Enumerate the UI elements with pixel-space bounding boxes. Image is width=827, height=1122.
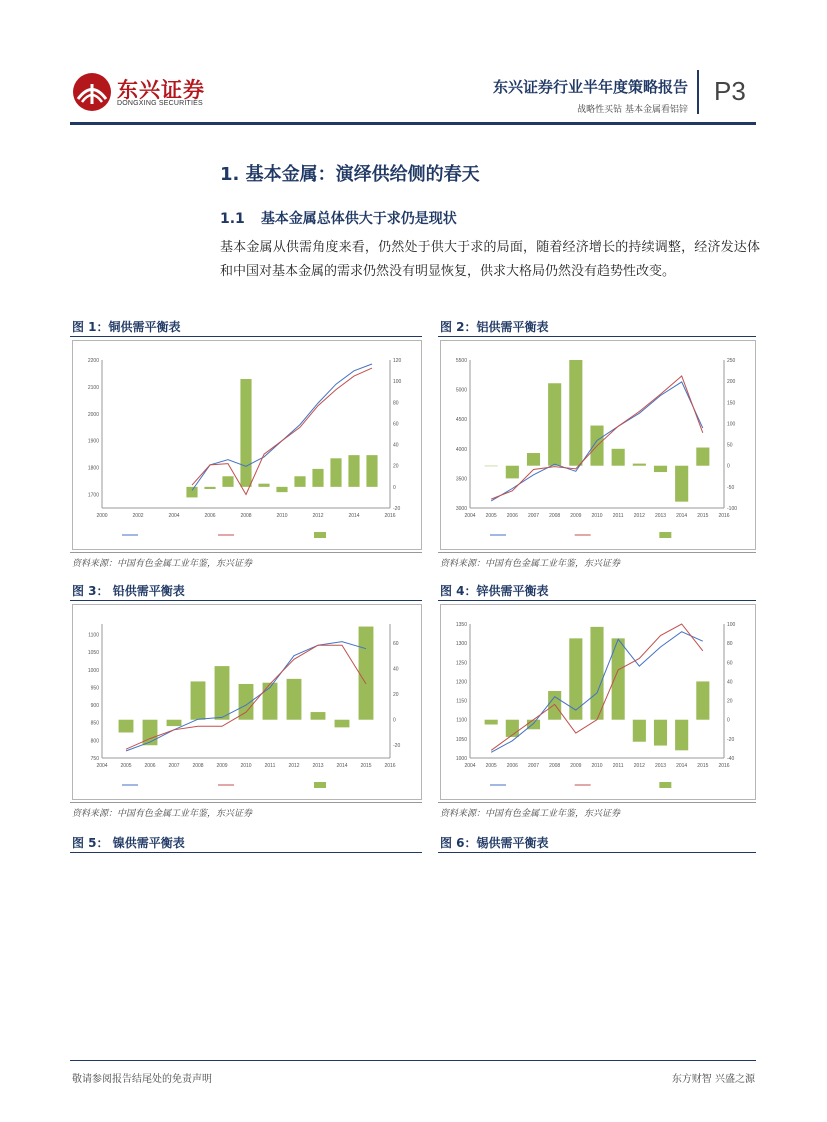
y2-tick-label: 100 (727, 421, 736, 428)
y-tick-label: 5500 (455, 358, 467, 364)
header-rule (70, 122, 756, 125)
company-logo (72, 72, 112, 112)
bar (506, 720, 519, 737)
bar (294, 476, 305, 487)
bar (485, 720, 498, 725)
x-tick-label: 2012 (312, 513, 324, 519)
y-tick-label: 1200 (455, 679, 467, 686)
x-tick-label: 2011 (612, 763, 624, 769)
figure-3-source: 资料来源：中国有色金属工业年鉴，东兴证券 (72, 809, 253, 819)
y2-tick-label: 0 (727, 463, 730, 470)
x-tick-label: 2005 (485, 513, 497, 519)
bar (506, 466, 519, 479)
x-tick-label: 2010 (591, 513, 603, 519)
bar (330, 458, 341, 487)
bar (258, 484, 269, 487)
legend-swatch (659, 782, 671, 788)
x-tick-label: 2006 (506, 763, 518, 769)
y2-tick-label: -100 (727, 506, 738, 512)
x-tick-label: 2004 (464, 513, 476, 519)
y2-tick-label: 20 (727, 698, 733, 705)
y2-tick-label: -50 (727, 484, 735, 491)
y-tick-label: 2000 (87, 411, 99, 418)
y2-tick-label: 40 (393, 666, 399, 673)
figure-3-caption: 图 3： 铅供需平衡表 (72, 584, 185, 598)
figure-2-source: 资料来源：中国有色金属工业年鉴，东兴证券 (440, 559, 621, 569)
x-tick-label: 2012 (288, 763, 300, 769)
x-tick-label: 2015 (697, 513, 709, 519)
y2-tick-label: -20 (393, 506, 401, 512)
x-tick-label: 2013 (654, 513, 667, 519)
report-subtitle: 战略性买钻 基本金属看铝锌 (577, 105, 688, 115)
x-tick-label: 2016 (718, 763, 730, 769)
figure-5-caption: 图 5： 镍供需平衡表 (72, 836, 185, 850)
y2-tick-label: 60 (727, 660, 733, 667)
x-tick-label: 2011 (264, 763, 276, 769)
footer-rule (70, 1060, 756, 1061)
y2-tick-label: 20 (393, 692, 399, 699)
x-tick-label: 2008 (192, 763, 204, 769)
bar (119, 720, 134, 733)
y2-tick-label: -40 (727, 756, 735, 762)
bar (633, 464, 646, 466)
bar (569, 360, 582, 466)
y2-tick-label: 80 (727, 641, 733, 648)
x-tick-label: 2013 (654, 763, 667, 769)
x-tick-label: 2010 (591, 763, 603, 769)
y2-tick-label: 0 (393, 717, 396, 724)
bar (335, 720, 350, 728)
x-tick-label: 2010 (240, 763, 252, 769)
y2-tick-label: 60 (393, 421, 399, 428)
bar (654, 720, 667, 746)
y-tick-label: 850 (90, 720, 99, 727)
figure-1-bottom-rule (70, 552, 422, 553)
figure-6-top-rule (438, 852, 756, 853)
y-tick-label: 4000 (455, 446, 467, 453)
x-tick-label: 2009 (216, 763, 228, 769)
y-tick-label: 1300 (455, 641, 467, 648)
y-tick-label: 1050 (87, 650, 99, 657)
bar (186, 487, 197, 498)
figure-3-bottom-rule (70, 802, 422, 803)
y-tick-label: 2100 (87, 384, 99, 391)
y-tick-label: 1000 (455, 756, 467, 762)
x-tick-label: 2010 (276, 513, 288, 519)
copper-balance-chart (72, 340, 422, 550)
y-tick-label: 950 (90, 685, 99, 692)
bar (696, 448, 709, 466)
bar (366, 455, 377, 487)
y-tick-label: 800 (90, 738, 99, 745)
x-tick-label: 2006 (506, 513, 518, 519)
zinc-balance-chart (440, 604, 756, 800)
bar (287, 679, 302, 720)
y-tick-label: 1350 (455, 622, 467, 628)
bar (485, 466, 498, 467)
y-tick-label: 5000 (455, 387, 467, 394)
bar (204, 487, 215, 489)
x-tick-label: 2006 (204, 513, 216, 519)
x-tick-label: 2000 (96, 513, 108, 519)
x-tick-label: 2007 (527, 513, 540, 519)
x-tick-label: 2014 (348, 513, 360, 519)
x-tick-label: 2015 (360, 763, 372, 769)
figure-6-caption: 图 6：锡供需平衡表 (440, 836, 549, 850)
bar (191, 681, 206, 719)
footer-disclaimer: 敬请参阅报告结尾处的免责声明 (72, 1074, 212, 1085)
x-tick-label: 2016 (384, 513, 396, 519)
bar (311, 712, 326, 720)
y-tick-label: 1800 (87, 465, 99, 472)
figure-5-top-rule (70, 852, 422, 853)
x-tick-label: 2008 (549, 513, 561, 519)
y2-tick-label: 40 (727, 679, 733, 686)
x-tick-label: 2014 (336, 763, 348, 769)
y2-tick-label: 0 (393, 484, 396, 491)
figure-4-bottom-rule (438, 802, 756, 803)
y-tick-label: 1100 (88, 632, 99, 639)
bar (548, 691, 561, 720)
y-tick-label: 1100 (456, 717, 467, 724)
y-tick-label: 1000 (87, 667, 99, 674)
x-tick-label: 2009 (570, 513, 582, 519)
y-tick-label: 1900 (87, 438, 99, 445)
figure-3-top-rule (70, 600, 422, 601)
y2-tick-label: 120 (393, 358, 402, 364)
x-tick-label: 2006 (144, 763, 156, 769)
bar (696, 681, 709, 719)
x-tick-label: 2007 (527, 763, 540, 769)
legend-swatch (314, 782, 326, 788)
y2-tick-label: 100 (393, 379, 402, 386)
y-tick-label: 3500 (455, 476, 467, 483)
report-title: 东兴证券行业半年度策略报告 (492, 78, 688, 96)
bar (263, 683, 278, 720)
bar (548, 383, 561, 465)
series-line (192, 368, 372, 494)
bar (675, 466, 688, 502)
figure-4-source: 资料来源：中国有色金属工业年鉴，东兴证券 (440, 809, 621, 819)
bar (312, 469, 323, 487)
x-tick-label: 2004 (168, 513, 180, 519)
x-tick-label: 2012 (633, 513, 645, 519)
x-tick-label: 2009 (570, 763, 582, 769)
subsection-title: 基本金属总体供大于求仍是现状 (260, 211, 457, 227)
x-tick-label: 2013 (312, 763, 324, 769)
y2-tick-label: 20 (393, 463, 399, 470)
figure-2-top-rule (438, 336, 756, 337)
legend-swatch (659, 532, 671, 538)
x-tick-label: 2014 (676, 763, 688, 769)
y2-tick-label: 60 (393, 641, 399, 648)
x-tick-label: 2004 (96, 763, 108, 769)
bar (359, 627, 374, 720)
bar (633, 720, 646, 742)
x-tick-label: 2015 (697, 763, 709, 769)
figure-1-caption: 图 1：铜供需平衡表 (72, 320, 181, 334)
section-heading: 1. 基本金属：演绎供给侧的春天 (220, 164, 480, 185)
figure-2-bottom-rule (438, 552, 756, 553)
y-tick-label: 900 (90, 703, 99, 710)
y-tick-label: 3000 (455, 506, 467, 512)
bar (675, 720, 688, 751)
x-tick-label: 2016 (384, 763, 396, 769)
x-tick-label: 2004 (464, 763, 476, 769)
x-tick-label: 2002 (132, 513, 144, 519)
bar (276, 487, 287, 492)
figure-2-caption: 图 2：铝供需平衡表 (440, 320, 549, 334)
x-tick-label: 2007 (168, 763, 180, 769)
subsection-number: 1.1 (220, 211, 245, 227)
x-tick-label: 2016 (718, 513, 730, 519)
figure-1-source: 资料来源：中国有色金属工业年鉴，东兴证券 (72, 559, 253, 569)
bar (167, 720, 182, 726)
lead-balance-chart (72, 604, 422, 800)
bar (590, 627, 603, 720)
aluminum-balance-chart (440, 340, 756, 550)
logo-chinese-name: 东兴证券 (117, 78, 205, 102)
y-tick-label: 4500 (455, 417, 467, 424)
subsection-heading (220, 208, 473, 228)
x-tick-label: 2008 (240, 513, 252, 519)
logo-english-name: DONGXING SECURITIES (117, 100, 203, 107)
figure-4-top-rule (438, 600, 756, 601)
bar (240, 379, 251, 487)
bar (348, 455, 359, 487)
y2-tick-label: 250 (727, 358, 736, 364)
y-tick-label: 750 (90, 756, 99, 762)
y2-tick-label: 80 (393, 400, 399, 407)
y-tick-label: 1700 (87, 492, 99, 499)
y2-tick-label: 40 (393, 442, 399, 449)
legend-swatch (314, 532, 326, 538)
y-tick-label: 1250 (455, 660, 467, 667)
y2-tick-label: -20 (727, 736, 735, 743)
x-tick-label: 2005 (485, 763, 497, 769)
x-tick-label: 2011 (612, 513, 624, 519)
y2-tick-label: 0 (727, 717, 730, 724)
y-tick-label: 2200 (87, 358, 99, 364)
x-tick-label: 2014 (676, 513, 688, 519)
body-paragraph: 基本金属从供需角度来看，仍然处于供大于求的局面，随着经济增长的持续调整，经济发达体和中国对基本金属的需求仍然没有明显恢复，供求大格局仍然没有趋势性改变。 (220, 240, 760, 279)
figure-1-top-rule (70, 336, 422, 337)
x-tick-label: 2005 (120, 763, 132, 769)
y2-tick-label: 100 (727, 622, 736, 628)
y2-tick-label: -20 (393, 743, 401, 750)
footer-slogan: 东方财智 兴盛之源 (671, 1074, 755, 1085)
header-separator (697, 70, 699, 114)
y2-tick-label: 150 (727, 400, 736, 407)
y-tick-label: 1150 (456, 698, 467, 705)
bar (654, 466, 667, 472)
bar (612, 449, 625, 466)
page-number: P3 (714, 76, 746, 106)
x-tick-label: 2008 (549, 763, 561, 769)
x-tick-label: 2012 (633, 763, 645, 769)
y2-tick-label: 50 (727, 442, 733, 449)
bar (527, 453, 540, 466)
figure-4-caption: 图 4：锌供需平衡表 (440, 584, 549, 598)
y2-tick-label: 200 (727, 379, 736, 386)
bar (222, 476, 233, 487)
bar (215, 666, 230, 720)
y-tick-label: 1050 (455, 736, 467, 743)
